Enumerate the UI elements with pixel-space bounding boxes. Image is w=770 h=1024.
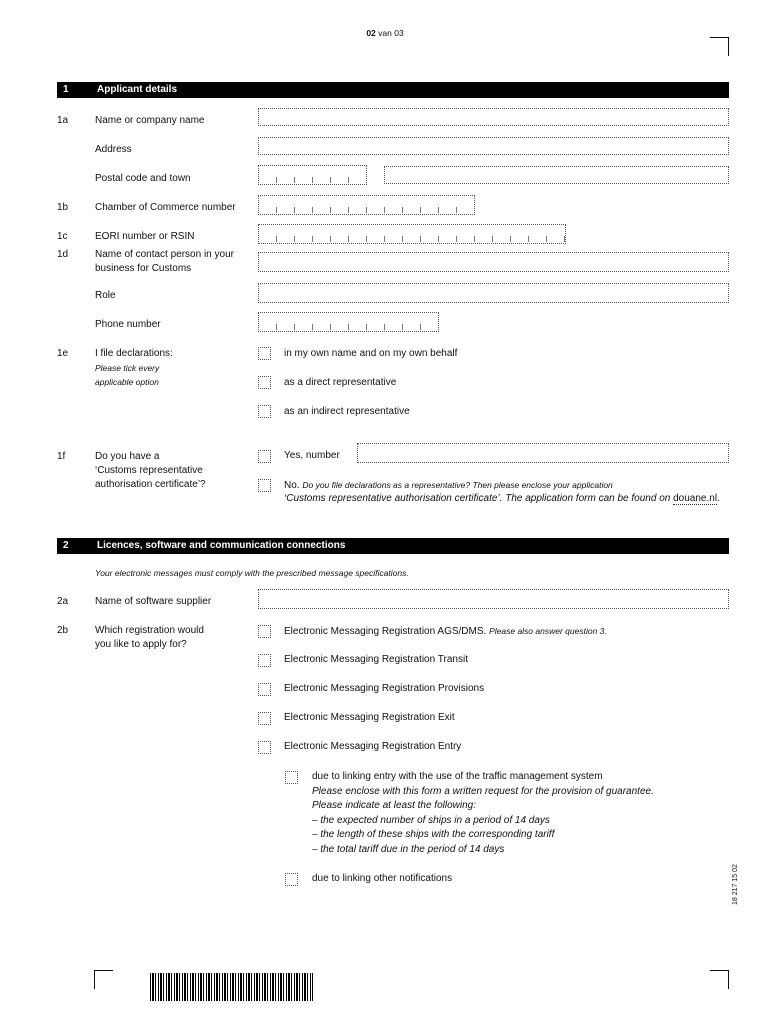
q1b-label: Chamber of Commerce number [95, 202, 236, 213]
traffic-note-4: – the length of these ships with the corresponding tariff [312, 829, 555, 840]
corner-mark-bottom-left [94, 970, 113, 989]
q1c-label: EORI number or RSIN [95, 231, 195, 242]
provisions-label: Electronic Messaging Registration Provisions [284, 683, 485, 694]
section-2-intro: Your electronic messages must comply with the prescribed message specifications. [95, 568, 409, 578]
traffic-note-5: – the total tariff due in the period of 14 days [312, 844, 505, 855]
q1f-label-line1: Do you have a [95, 451, 160, 462]
company-name-field[interactable] [258, 108, 729, 126]
exit-label: Electronic Messaging Registration Exit [284, 712, 455, 723]
form-code: 18 217 15 02 [732, 864, 739, 905]
q1c-number: 1c [57, 231, 68, 242]
q1e-number: 1e [57, 348, 69, 359]
traffic-note-1: Please enclose with this form a written request for the provision of guarantee. [312, 786, 654, 797]
q2b-number: 2b [57, 625, 69, 636]
q1e-note-line2: applicable option [95, 377, 159, 387]
certificate-no-text-line1: No. Do you file declarations as a representative? Then please enclose your application [284, 480, 613, 491]
phone-label: Phone number [95, 319, 161, 330]
address-field[interactable] [258, 137, 729, 155]
traffic-management-label: due to linking entry with the use of the traffic management system [312, 771, 603, 782]
corner-mark-top-right [710, 37, 729, 56]
ags-dms-checkbox[interactable] [258, 625, 271, 638]
traffic-management-checkbox[interactable] [285, 771, 298, 784]
contact-person-field[interactable] [258, 252, 729, 272]
certificate-no-checkbox[interactable] [258, 479, 271, 492]
barcode [150, 973, 313, 1001]
corner-mark-bottom-right [710, 970, 729, 989]
q2a-number: 2a [57, 596, 69, 607]
page-number: 02 van 03 [366, 28, 404, 38]
entry-label: Electronic Messaging Registration Entry [284, 741, 462, 752]
q1d-number: 1d [57, 249, 69, 260]
provisions-checkbox[interactable] [258, 683, 271, 696]
transit-checkbox[interactable] [258, 654, 271, 667]
postal-label: Postal code and town [95, 173, 191, 184]
software-supplier-field[interactable] [258, 589, 729, 609]
q1d-label-line2: business for Customs [95, 263, 192, 274]
certificate-yes-label: Yes, number [284, 450, 340, 461]
q2b-label-line1: Which registration would [95, 625, 204, 636]
indirect-representative-label: as an indirect representative [284, 406, 410, 417]
own-name-option-label: in my own name and on my own behalf [284, 348, 458, 359]
traffic-note-2: Please indicate at least the following: [312, 800, 476, 811]
q2a-label: Name of software supplier [95, 596, 212, 607]
douane-link[interactable]: douane.nl [673, 493, 718, 504]
direct-representative-checkbox[interactable] [258, 376, 271, 389]
q1a-number: 1a [57, 115, 69, 126]
certificate-no-text-line2: ‘Customs representative authorisation certificate’. The application form can be found on douane.nl. [284, 493, 720, 504]
section-1-header: 1 Applicant details [57, 82, 729, 98]
q1d-label-line1: Name of contact person in your [95, 249, 234, 260]
q1f-label-line3: authorisation certificate’? [95, 479, 206, 490]
other-notifications-label: due to linking other notifications [312, 873, 453, 884]
traffic-note-3: – the expected number of ships in a period of 14 days [312, 815, 550, 826]
town-field[interactable] [384, 166, 729, 184]
q2b-label-line2: you like to apply for? [95, 639, 187, 650]
q1f-number: 1f [57, 451, 66, 462]
transit-label: Electronic Messaging Registration Transit [284, 654, 468, 665]
q1e-note-line1: Please tick every [95, 363, 160, 373]
exit-checkbox[interactable] [258, 712, 271, 725]
indirect-representative-checkbox[interactable] [258, 405, 271, 418]
direct-representative-label: as a direct representative [284, 377, 397, 388]
certificate-number-field[interactable] [357, 443, 729, 463]
entry-checkbox[interactable] [258, 741, 271, 754]
certificate-yes-checkbox[interactable] [258, 450, 271, 463]
role-label: Role [95, 290, 116, 301]
q1f-label-line2: ‘Customs representative [95, 465, 203, 476]
ags-dms-label: Electronic Messaging Registration AGS/DMS. Please also answer question 3. [284, 626, 607, 637]
section-2-header: 2 Licences, software and communication connections [57, 538, 729, 554]
phone-field[interactable] [258, 312, 439, 332]
q1a-label: Name or company name [95, 115, 205, 126]
own-name-checkbox[interactable] [258, 347, 271, 360]
eori-field[interactable] [258, 224, 566, 244]
address-label: Address [95, 144, 132, 155]
q1b-number: 1b [57, 202, 69, 213]
chamber-of-commerce-field[interactable] [258, 195, 475, 215]
role-field[interactable] [258, 283, 729, 303]
q1e-label: I file declarations: [95, 348, 173, 359]
other-notifications-checkbox[interactable] [285, 873, 298, 886]
postal-code-field[interactable] [258, 165, 367, 185]
